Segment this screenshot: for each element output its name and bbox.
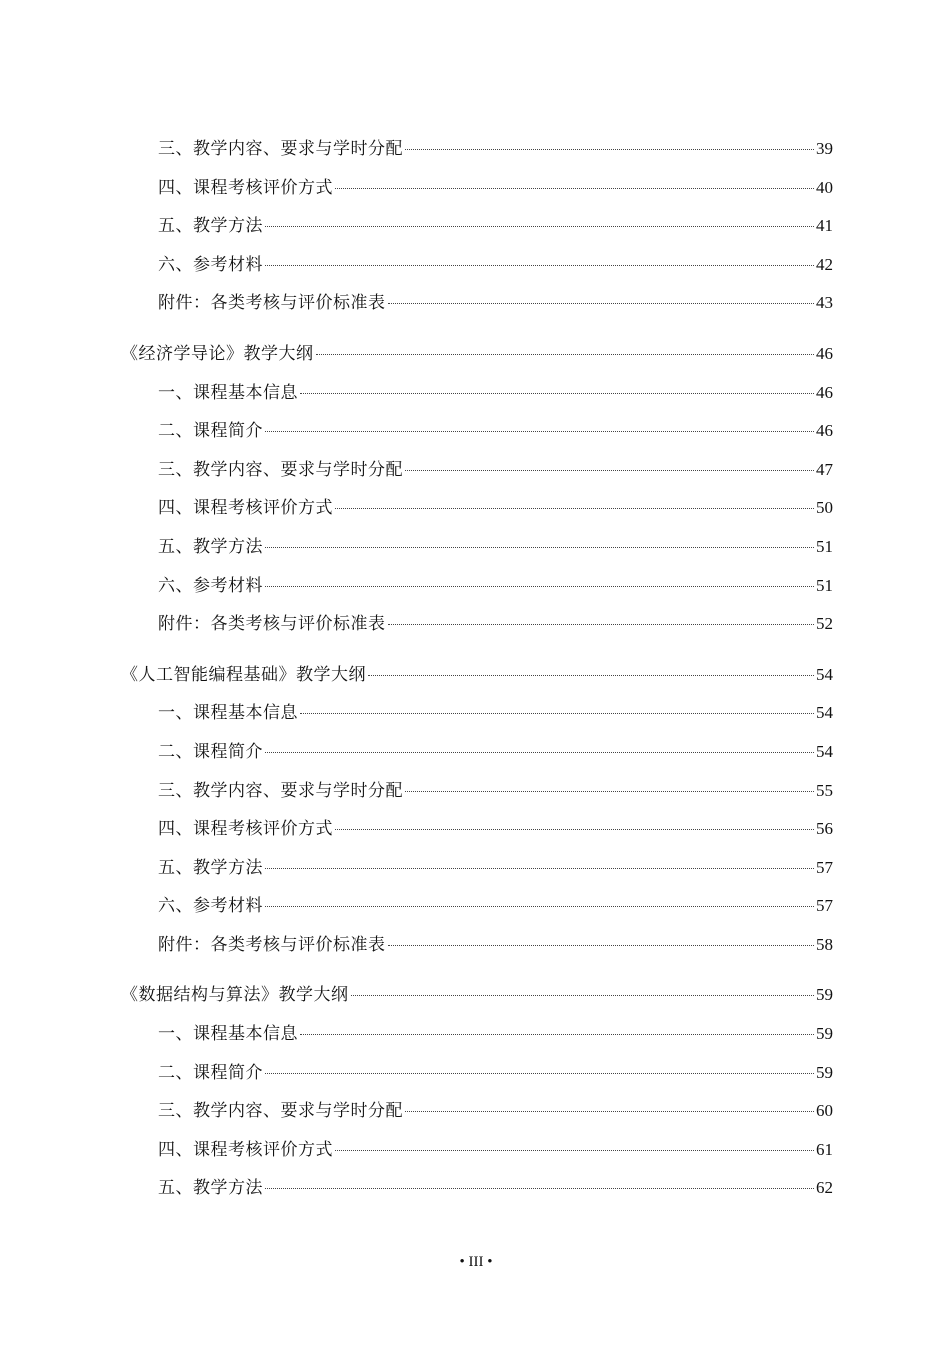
toc-entry-title: 二、课程简介 (158, 1062, 263, 1083)
toc-section-entry[interactable] (121, 173, 833, 212)
toc-section-entry[interactable] (121, 930, 833, 969)
toc-entry-title: 五、教学方法 (158, 216, 263, 237)
toc-dot-leader (388, 303, 815, 304)
toc-section-entry[interactable] (121, 416, 833, 455)
toc-entry-title: 二、课程简介 (158, 741, 263, 762)
toc-section-entry[interactable] (121, 455, 833, 494)
toc-section-entry[interactable] (121, 1173, 833, 1212)
toc-entry-page: 52 (816, 614, 833, 634)
toc-entry-title: 五、教学方法 (158, 536, 263, 557)
toc-section-entry[interactable] (121, 737, 833, 776)
toc-section-entry[interactable] (121, 378, 833, 417)
toc-entry-page: 58 (816, 934, 833, 954)
toc-section-entry[interactable] (121, 853, 833, 892)
toc-entry-title: 四、课程考核评价方式 (158, 498, 333, 519)
toc-dot-leader (265, 226, 814, 227)
toc-dot-leader (265, 1073, 814, 1074)
toc-section-entry[interactable] (121, 493, 833, 532)
toc-section-entry[interactable] (121, 776, 833, 815)
toc-entry-title: 五、教学方法 (158, 1178, 263, 1199)
toc-dot-leader (335, 829, 814, 830)
toc-chapter-entry[interactable] (121, 339, 833, 378)
toc-dot-leader (265, 265, 814, 266)
toc-entry-page: 62 (816, 1178, 833, 1198)
toc-dot-leader (316, 354, 815, 355)
toc-dot-leader (265, 431, 814, 432)
toc-entry-page: 41 (816, 216, 833, 236)
toc-section-entry[interactable] (121, 250, 833, 289)
toc-entry-title: 三、教学内容、要求与学时分配 (158, 1101, 403, 1122)
toc-entry-page: 57 (816, 896, 833, 916)
toc-entry-page: 51 (816, 536, 833, 556)
toc-section-entry[interactable] (121, 609, 833, 648)
toc-dot-leader (265, 868, 814, 869)
table-of-contents (121, 134, 833, 1212)
toc-entry-title: 《数据结构与算法》教学大纲 (121, 985, 349, 1006)
toc-dot-leader (265, 752, 814, 753)
toc-entry-title: 四、课程考核评价方式 (158, 177, 333, 198)
toc-section-entry[interactable] (121, 1058, 833, 1097)
toc-entry-title: 四、课程考核评价方式 (158, 819, 333, 840)
toc-entry-page: 54 (816, 741, 833, 761)
toc-entry-page: 40 (816, 177, 833, 197)
toc-entry-page: 46 (816, 382, 833, 402)
toc-entry-page: 56 (816, 819, 833, 839)
toc-entry-page: 39 (816, 139, 833, 158)
toc-entry-page: 59 (816, 985, 833, 1005)
toc-dot-leader (265, 1188, 814, 1189)
toc-entry-page: 46 (816, 421, 833, 441)
toc-entry-title: 二、课程简介 (158, 421, 263, 442)
toc-dot-leader (300, 1034, 814, 1035)
toc-entry-title: 三、教学内容、要求与学时分配 (158, 459, 403, 480)
toc-dot-leader (300, 393, 814, 394)
toc-dot-leader (300, 713, 814, 714)
toc-entry-title: 六、参考材料 (158, 575, 263, 596)
toc-entry-page: 59 (816, 1062, 833, 1082)
toc-entry-page: 54 (816, 664, 833, 684)
toc-entry-title: 六、参考材料 (158, 254, 263, 275)
toc-entry-title: 附件：各类考核与评价标准表 (158, 614, 386, 635)
toc-entry-title: 附件：各类考核与评价标准表 (158, 293, 386, 314)
toc-entry-page: 61 (816, 1139, 833, 1159)
toc-dot-leader (388, 624, 815, 625)
toc-section-entry[interactable] (121, 698, 833, 737)
toc-dot-leader (335, 508, 814, 509)
toc-entry-title: 一、课程基本信息 (158, 382, 298, 403)
toc-entry-title: 一、课程基本信息 (158, 703, 298, 724)
toc-entry-page: 42 (816, 254, 833, 274)
toc-dot-leader (405, 470, 814, 471)
toc-section-entry[interactable] (121, 1135, 833, 1174)
toc-entry-title: 六、参考材料 (158, 896, 263, 917)
toc-dot-leader (405, 149, 814, 150)
toc-entry-title: 三、教学内容、要求与学时分配 (158, 139, 403, 159)
toc-dot-leader (335, 1150, 814, 1151)
page-number-footer: • III • (459, 1254, 493, 1270)
toc-section-entry[interactable] (121, 532, 833, 571)
toc-chapter-entry[interactable] (121, 980, 833, 1019)
toc-entry-title: 三、教学内容、要求与学时分配 (158, 780, 403, 801)
toc-dot-leader (265, 586, 814, 587)
toc-entry-page: 55 (816, 780, 833, 800)
toc-section-entry[interactable] (121, 211, 833, 250)
toc-entry-title: 一、课程基本信息 (158, 1024, 298, 1045)
toc-section-entry[interactable] (121, 134, 833, 173)
toc-entry-page: 47 (816, 459, 833, 479)
toc-chapter-entry[interactable] (121, 660, 833, 699)
toc-dot-leader (368, 675, 814, 676)
toc-section-entry[interactable] (121, 814, 833, 853)
toc-dot-leader (335, 188, 814, 189)
toc-entry-page: 43 (816, 293, 833, 313)
toc-section-entry[interactable] (121, 1096, 833, 1135)
toc-entry-title: 《经济学导论》教学大纲 (121, 343, 314, 364)
toc-dot-leader (265, 547, 814, 548)
toc-entry-title: 四、课程考核评价方式 (158, 1139, 333, 1160)
toc-section-entry[interactable] (121, 571, 833, 610)
toc-entry-page: 57 (816, 857, 833, 877)
toc-section-entry[interactable] (121, 288, 833, 327)
toc-entry-page: 59 (816, 1024, 833, 1044)
toc-entry-page: 51 (816, 575, 833, 595)
toc-dot-leader (265, 906, 814, 907)
toc-dot-leader (351, 995, 815, 996)
toc-entry-page: 54 (816, 703, 833, 723)
toc-entry-page: 50 (816, 498, 833, 518)
toc-entry-title: 附件：各类考核与评价标准表 (158, 934, 386, 955)
toc-section-entry[interactable] (121, 1019, 833, 1058)
toc-dot-leader (388, 945, 815, 946)
toc-entry-title: 《人工智能编程基础》教学大纲 (121, 664, 366, 685)
toc-entry-title: 五、教学方法 (158, 857, 263, 878)
toc-dot-leader (405, 791, 814, 792)
toc-dot-leader (405, 1111, 814, 1112)
toc-section-entry[interactable] (121, 891, 833, 930)
toc-entry-page: 60 (816, 1101, 833, 1121)
toc-entry-page: 46 (816, 343, 833, 363)
